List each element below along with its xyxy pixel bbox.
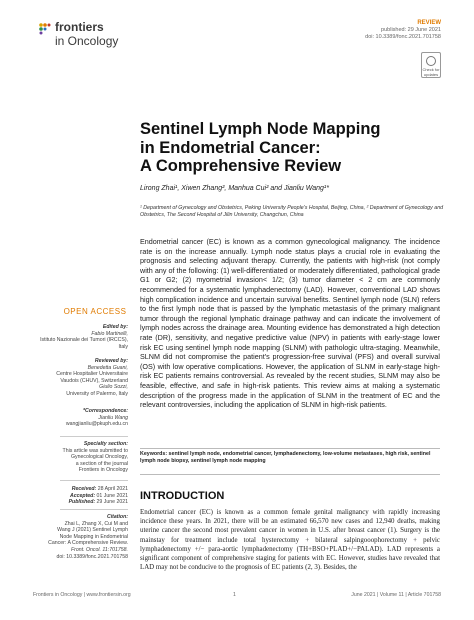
received-label: Received: — [71, 486, 97, 492]
citation-line: Front. Oncol. 11:701758. — [70, 546, 128, 553]
divider — [60, 509, 128, 510]
journal-subtitle: in Oncology — [55, 34, 119, 48]
editor-line: Italy — [118, 343, 128, 350]
reviewer-line: Centre Hospitalier Universitaire — [56, 371, 128, 378]
published-label: Published: — [68, 499, 96, 506]
journal-name: frontiers — [55, 20, 104, 34]
author-list: Lirong Zhai¹, Xiwen Zhang², Manhua Cui² and Jianliu Wang¹* — [140, 185, 329, 192]
doi-link[interactable]: doi: 10.3389/fonc.2021.701758 — [365, 34, 441, 40]
corr-email-link[interactable]: wangjianliu@pkuph.edu.cn — [65, 421, 128, 428]
reviewed-by-label: Reviewed by: — [94, 358, 128, 364]
accepted-label: Accepted: — [70, 492, 96, 499]
citation-line: Zhai L, Zhang X, Cui M and — [64, 520, 128, 527]
divider — [140, 474, 440, 475]
open-access-label: OPEN ACCESS — [63, 307, 127, 316]
reviewer-line: Giulio Sozzi, — [99, 384, 128, 391]
edited-by-block — [40, 324, 128, 350]
published-date: published: 29 June 2021 — [381, 27, 441, 33]
edited-by-label: Edited by: — [102, 324, 128, 330]
section-heading: INTRODUCTION — [140, 490, 225, 502]
correspondence-label: *Correspondence: — [83, 408, 128, 414]
citation-line: Cancer: A Comprehensive Review. — [48, 540, 128, 547]
received-date: 28 April 2021 — [97, 486, 128, 492]
footer-issue-info: June 2021 | Volume 11 | Article 701758 — [351, 592, 441, 598]
article-meta — [365, 20, 441, 41]
citation-line: Node Mapping in Endometrial — [59, 533, 128, 540]
editor-line: Fabio Martinelli, — [91, 330, 128, 337]
corr-name: Jianliu Wang — [98, 414, 128, 421]
title-line: A Comprehensive Review — [140, 157, 342, 175]
correspondence-block — [66, 408, 128, 428]
reviewer-line: Vaudois (CHUV), Switzerland — [60, 377, 128, 384]
citation-label: Citation: — [106, 514, 128, 520]
divider — [60, 436, 128, 437]
keywords: Keywords: sentinel lymph node, endometrial cancer, lymphadenectomy, low-volume metastases, high risk, sentinel lymph node biopsy, sentinel lymph node mapping — [140, 451, 431, 464]
citation-block — [48, 514, 128, 560]
reviewer-line: Benedetta Guani, — [87, 364, 128, 371]
citation-line: Wang J (2021) Sentinel Lymph — [57, 527, 128, 534]
citation-doi-link[interactable]: doi: 10.3389/fonc.2021.701758 — [56, 553, 128, 560]
specialty-line: Frontiers in Oncology — [78, 467, 128, 474]
accepted-date: 01 June 2021 — [96, 492, 128, 499]
update-badge-icon — [426, 56, 436, 66]
check-for-updates-button[interactable] — [421, 52, 441, 78]
divider — [140, 448, 440, 449]
article-type: REVIEW — [417, 20, 441, 26]
specialty-line: Gynecological Oncology, — [71, 454, 128, 461]
title-line: Sentinel Lymph Node Mapping — [140, 120, 381, 138]
affiliations: ¹ Department of Gynecology and Obstetrics, Peking University People's Hospital, Beijing, China, ² Department of Gynecology and Obstetrics, The Second Hospital of Jilin University, Changchun, China — [140, 205, 444, 218]
specialty-line: This article was submitted to — [62, 447, 128, 454]
abstract: Endometrial cancer (EC) is known as a common gynecological malignancy. The incidence rate is on the increase annually. Lymph node status plays a crucial role in evaluating the prognosis and selecting adjuvant therapy. Currently, the patients with high-risk (not comply with any of the following: (1) well-differentiated or moderately differentiated, pathological grade G1 or G2; (2) myometrial invasion< 1/2; (3) tumor diameter < 2 cm are commonly recommended for a systematic lymphadenectomy (LAD). However, conventional LAD shows high complication incidence and uncertain survival benefits. Sentinel lymph node (SLN) refers to the first lymph node that is passed by the lymphatic metastasis of the primary malignant tumor through the regional lymphatic drainage pathway and can indicate the involvement of lymph nodes across the drainage area. Mounting evidence has demonstrated a high detection rate (DR), sensitivity, and negative predictive value (NPV) in patients with early-stage lower risk EC using sentinel lymph node mapping (SLNM) with pathologic ultra-staging. Meanwhile, SLNM did not compromise the patient's progression-free survival (PFS) and overall survival (OS) with low operative complications. However, the application of SLNM in early-stage high-risk EC patients remains controversial. As revealed by the recent studies, SLNM may also be feasible, effective, and safe in high-risk patients. This review aims at making a systematic description of the progress made in the application of SLNM in the treatment of EC and the relevant controversies, including the application of SLNM in high-risk patients. — [140, 237, 440, 410]
dates-block — [69, 486, 128, 506]
footer-journal-link[interactable]: Frontiers in Oncology | www.frontiersin.org — [33, 592, 131, 598]
page-number: 1 — [233, 592, 236, 598]
specialty-label: Specialty section: — [83, 441, 128, 447]
reviewed-by-block — [56, 358, 128, 398]
reviewer-line: University of Palermo, Italy — [66, 390, 128, 397]
title-line: in Endometrial Cancer: — [140, 138, 321, 157]
introduction-text: Endometrial cancer (EC) is known as a common female genital malignancy with rapidly increasing incidence these years. In 2021, there will be an estimated 66,570 new cases and 12,940 deaths, making uterine cancer the second most prevalent cancer in women in U.S. after breast cancer (1). Surgery is the mainstay for treatment include total hysterectomy + bilateral salpingooophorectomy + pelvic lymphadenectomy +/− para-aortic lymphadenectomy (TH+BSO+PLAD+/−PALAD). LAD represents a significant component of comprehensive staging for patients with EC. However, studies have revealed that LAD may not be conducive to the prognosis of EC patients (2, 3). Besides, the — [140, 509, 440, 572]
specialty-line: a section of the journal — [75, 460, 128, 467]
frontiers-logo-icon — [38, 22, 52, 36]
journal-logo[interactable] — [38, 20, 148, 60]
specialty-block — [63, 441, 128, 474]
editor-line: Istituto Nazionale dei Tumori (IRCCS), — [40, 337, 128, 344]
article-title — [140, 120, 450, 176]
updates-label: Check for updates — [422, 67, 440, 77]
divider — [60, 480, 128, 481]
published-side-date: 29 June 2021 — [96, 499, 128, 506]
